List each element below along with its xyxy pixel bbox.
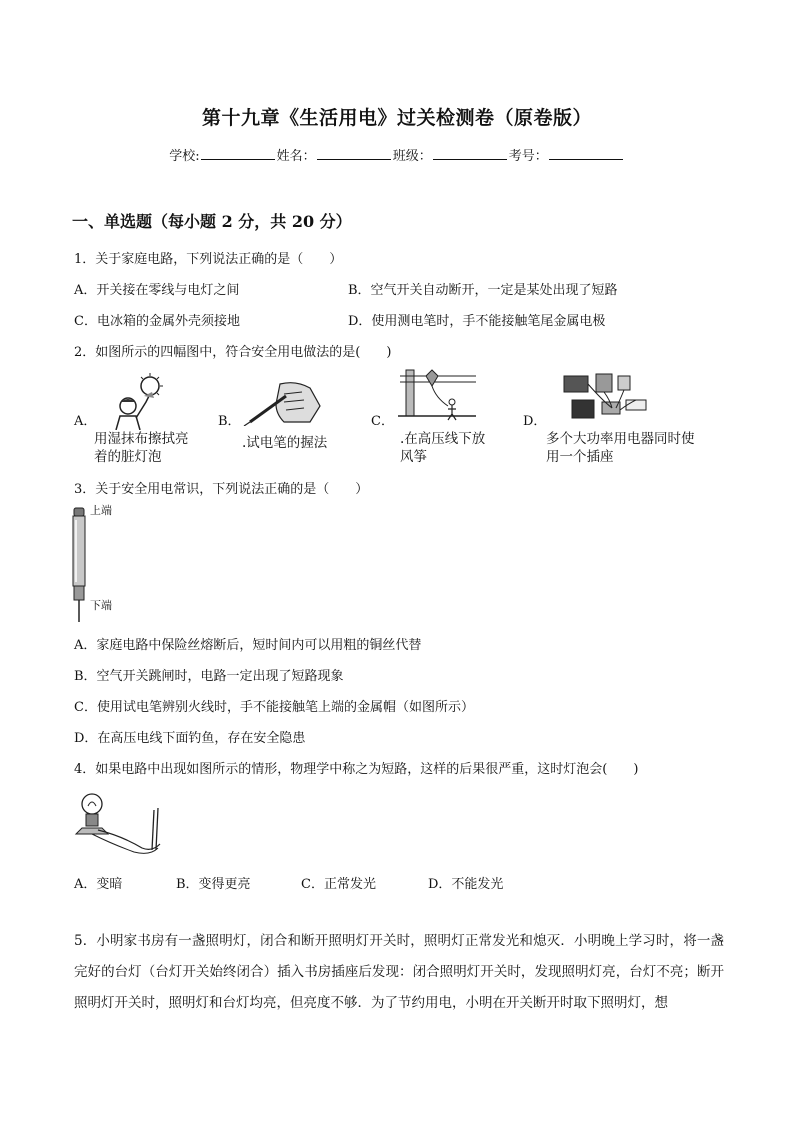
q4-option-b: B．变得更亮	[176, 877, 251, 892]
q2-option-a-caption: 用湿抹布擦拭亮着的脏灯泡	[94, 431, 189, 465]
q2-option-c-caption: .在高压线下放风筝	[400, 431, 486, 465]
q5-text: 5．小明家书房有一盏照明灯，闭合和断开照明灯开关时，照明灯正常发光和熄灭．小明晚上学习时，将一盏完好的台灯（台灯开关始终闭合）插入书房插座后发现：闭合照明灯开关时，发现照明灯亮，台灯不亮；断开照明灯开关时，照明灯和台灯均亮，但亮度不够．为了节约用电，小明在开关断开时取下照明灯，想	[74, 933, 724, 1011]
q1-stem: 1．关于家庭电路，下列说法正确的是（ ）	[74, 252, 343, 267]
q2-option-d-letter: D．	[523, 414, 547, 429]
q1-option-b: B．空气开关自动断开，一定是某处出现了短路	[348, 283, 618, 298]
school-label: 学校:	[169, 149, 200, 164]
name-blank	[317, 147, 391, 160]
short-circuit-bulb-illustration	[72, 790, 178, 860]
q3-option-b: B．空气开关跳闸时，电路一定出现了短路现象	[74, 669, 344, 684]
kite-under-power-line-illustration	[396, 368, 478, 428]
number-blank	[549, 147, 623, 160]
q2-option-d-caption: 多个大功率用电器同时使用一个插座	[546, 431, 695, 465]
q1-option-c: C．电冰箱的金属外壳须接地	[74, 314, 240, 329]
class-label: 班级：	[392, 149, 432, 164]
q1-option-d: D．使用测电笔时，手不能接触笔尾金属电极	[348, 314, 606, 329]
q2-option-a-letter: A．	[74, 414, 97, 429]
school-blank	[201, 147, 275, 160]
q4-option-a: A．变暗	[74, 877, 123, 892]
hand-holding-test-pen-illustration	[240, 378, 322, 426]
q4-stem: 4．如果电路中出现如图所示的情形，物理学中称之为短路，这样的后果很严重，这时灯泡会( )	[74, 762, 639, 777]
q4-option-c: C．正常发光	[301, 877, 376, 892]
student-info-line	[0, 145, 794, 164]
q3-stem: 3．关于安全用电常识，下列说法正确的是（ ）	[74, 482, 369, 497]
name-label: 姓名：	[276, 149, 316, 164]
q2-option-b-caption: .试电笔的握法	[242, 435, 328, 451]
section-heading: 一、单选题（每小题 2 分，共 20 分）	[72, 212, 352, 231]
pen-top-label: 上端	[90, 504, 112, 517]
class-blank	[433, 147, 507, 160]
overloaded-socket-illustration	[562, 370, 652, 426]
q2-option-c-letter: C．	[371, 414, 394, 429]
page-title: 第十九章《生活用电》过关检测卷（原卷版）	[201, 107, 592, 129]
number-label: 考号：	[508, 149, 548, 164]
pen-bottom-label: 下端	[90, 599, 112, 612]
q3-option-c: C．使用试电笔辨别火线时，手不能接触笔上端的金属帽（如图所示）	[74, 700, 474, 715]
q2-stem: 2．如图所示的四幅图中，符合安全用电做法的是( )	[74, 345, 392, 360]
q3-option-d: D．在高压电线下面钓鱼，存在安全隐患	[74, 731, 306, 746]
q4-option-d: D．不能发光	[428, 877, 504, 892]
q2-option-b-letter: B．	[218, 414, 241, 429]
test-pen-illustration	[70, 506, 88, 624]
person-wiping-bulb-illustration	[90, 372, 190, 430]
q1-option-a: A．开关接在零线与电灯之间	[74, 283, 240, 298]
q3-option-a: A．家庭电路中保险丝熔断后，短时间内可以用粗的铜丝代替	[74, 638, 422, 653]
